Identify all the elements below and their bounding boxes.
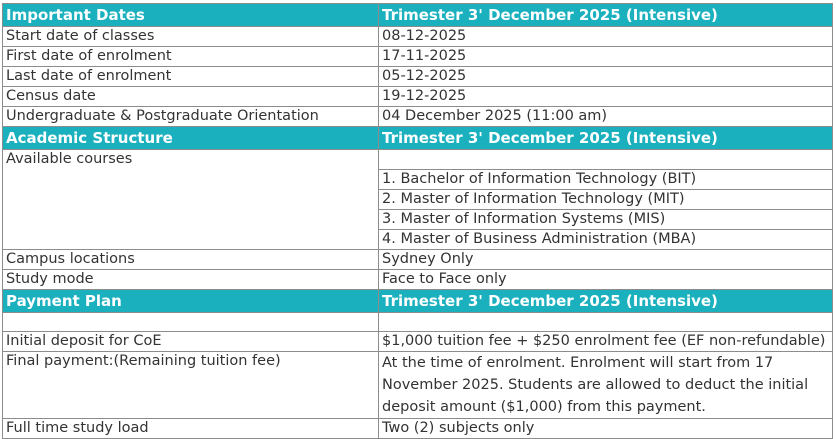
row-label: Census date: [3, 87, 379, 107]
payment-plan-header: Payment Plan: [3, 290, 379, 313]
row-label: Last date of enrolment: [3, 67, 379, 87]
course-item: 1. Bachelor of Information Technology (BIT): [379, 170, 833, 190]
row-value: 08-12-2025: [379, 27, 833, 47]
row-value: 05-12-2025: [379, 67, 833, 87]
table-row: [3, 47, 833, 67]
trimester-header: Trimester 3' December 2025 (Intensive): [379, 4, 833, 27]
spacer-cell: [379, 313, 833, 332]
course-item: 2. Master of Information Technology (MIT): [379, 190, 833, 210]
row-value: 17-11-2025: [379, 47, 833, 67]
spacer-cell: [3, 313, 379, 332]
row-label: Start date of classes: [3, 27, 379, 47]
payment-plan-header-row: [3, 290, 833, 313]
course-item: 3. Master of Information Systems (MIS): [379, 210, 833, 230]
table-row: [3, 250, 833, 270]
row-value: 19-12-2025: [379, 87, 833, 107]
study-mode-value: Face to Face only: [379, 270, 833, 290]
trimester-header: Trimester 3' December 2025 (Intensive): [379, 127, 833, 150]
campus-locations-label: Campus locations: [3, 250, 379, 270]
initial-deposit-value: $1,000 tuition fee + $250 enrolment fee (EF non-refundable): [379, 332, 833, 352]
final-payment-value: At the time of enrolment. Enrolment will start from 17 November 2025. Students are allowed to deduct the initial deposit amount ($1,000) from this payment.: [379, 352, 833, 419]
table-row: [3, 67, 833, 87]
initial-deposit-label: Initial deposit for CoE: [3, 332, 379, 352]
course-item: 4. Master of Business Administration (MBA): [379, 230, 833, 250]
trimester-header: Trimester 3' December 2025 (Intensive): [379, 290, 833, 313]
important-dates-table: [2, 3, 833, 439]
spacer-row: [3, 313, 833, 332]
spacer-cell: [379, 150, 833, 170]
row-label: Undergraduate & Postgraduate Orientation: [3, 107, 379, 127]
academic-structure-header-row: [3, 127, 833, 150]
study-load-label: Full time study load: [3, 419, 379, 439]
table-row: [3, 87, 833, 107]
row-value: 04 December 2025 (11:00 am): [379, 107, 833, 127]
spacer-row: [3, 150, 833, 170]
campus-locations-value: Sydney Only: [379, 250, 833, 270]
table-row: [3, 419, 833, 439]
table-row: [3, 352, 833, 419]
important-dates-header: Important Dates: [3, 4, 379, 27]
study-mode-label: Study mode: [3, 270, 379, 290]
table-row: [3, 107, 833, 127]
important-dates-header-row: [3, 4, 833, 27]
study-load-value: Two (2) subjects only: [379, 419, 833, 439]
academic-structure-header: Academic Structure: [3, 127, 379, 150]
table-row: [3, 27, 833, 47]
table-row: [3, 332, 833, 352]
row-label: First date of enrolment: [3, 47, 379, 67]
final-payment-label: Final payment:(Remaining tuition fee): [3, 352, 379, 419]
available-courses-label: Available courses: [3, 150, 379, 250]
table-row: [3, 270, 833, 290]
